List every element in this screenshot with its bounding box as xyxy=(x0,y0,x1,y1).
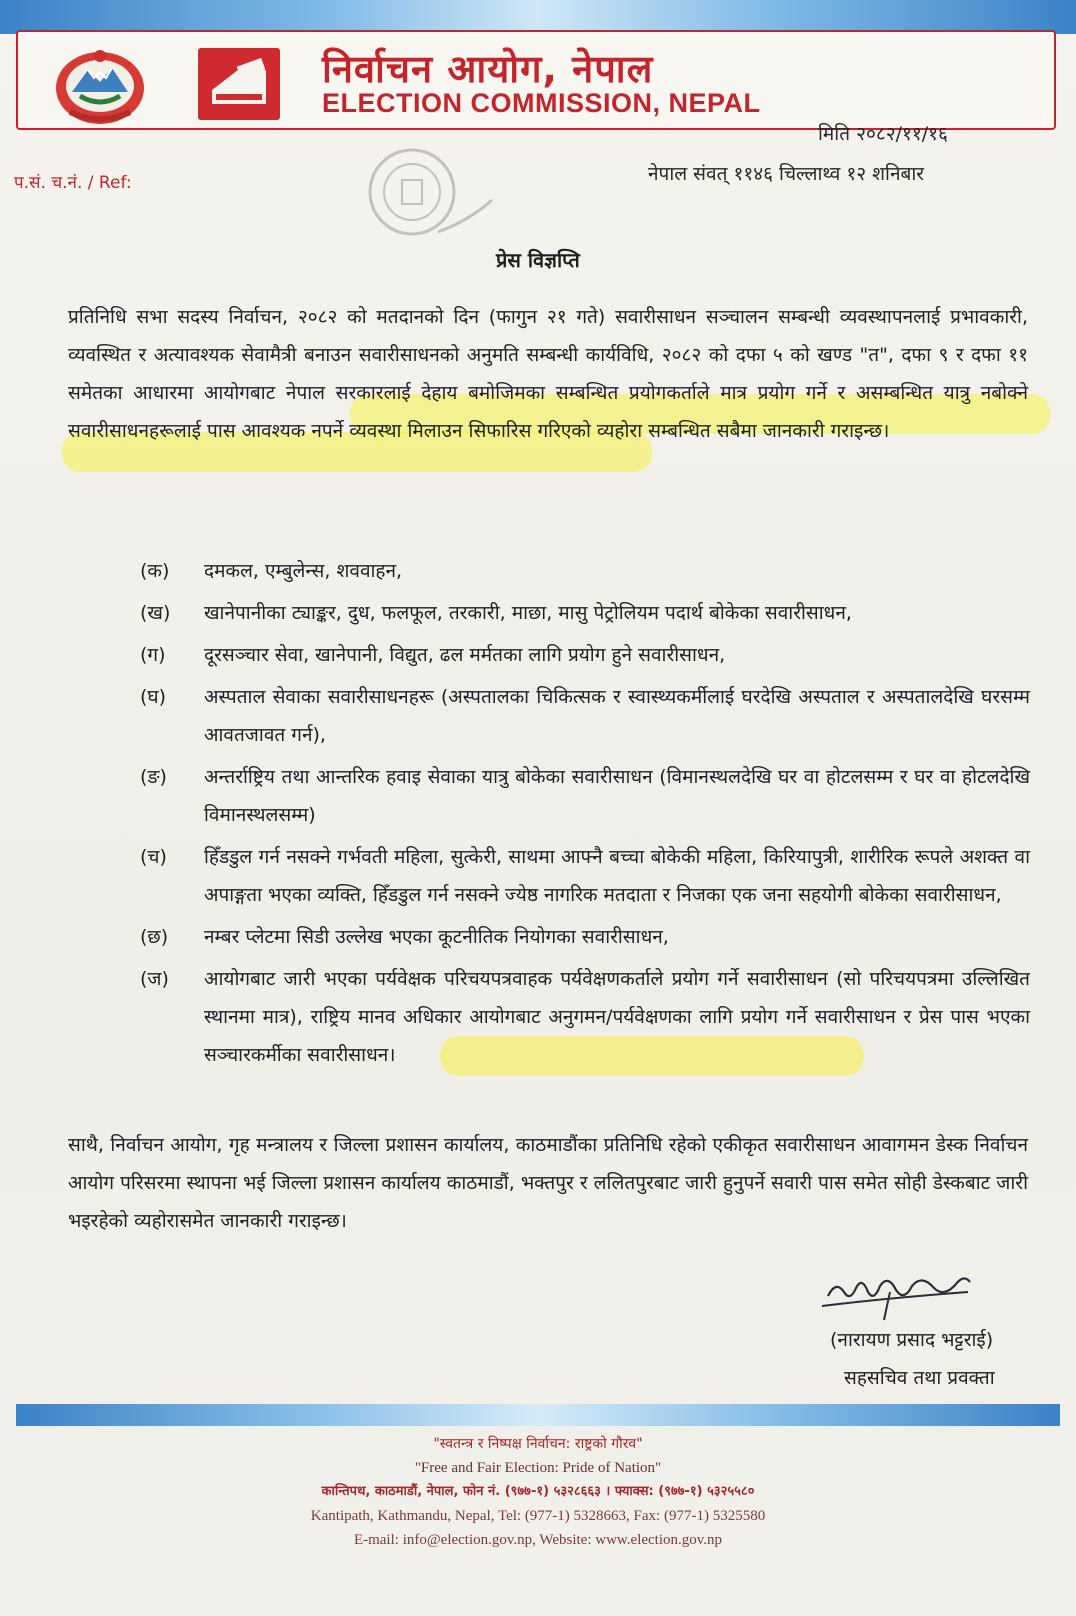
list-item-text: आयोगबाट जारी भएका पर्यवेक्षक परिचयपत्रवाहक पर्यवेक्षणकर्ताले प्रयोग गर्ने सवारीसाधन (सो परिचयपत्रमा उल्लिखित स्थानमा मात्र), राष्ट्रिय मानव अधिकार आयोगबाट अनुगमन/पर्यवेक्षणका लागि प्रयोग गर्ने सवारीसाधन र प्रेस पास भएका सञ्चारकर्मीका सवारीसाधन। xyxy=(204,968,1030,1066)
list-item xyxy=(140,960,1030,1074)
letterhead-footer xyxy=(0,1432,1076,1552)
official-stamp-icon xyxy=(342,140,502,260)
list-item-label: (ङ) xyxy=(140,766,167,788)
footer-address-nepali: कान्तिपथ, काठमाडौं, नेपाल, फोन नं. (९७७-१) ५३२८६६३ । फ्याक्स: (९७७-१) ५३२५५८० xyxy=(321,1484,755,1499)
top-decorative-band xyxy=(0,0,1076,34)
list-item xyxy=(140,552,1030,590)
list-item-text: दमकल, एम्बुलेन्स, शववाहन, xyxy=(204,560,403,582)
list-item xyxy=(140,758,1030,834)
list-item xyxy=(140,594,1030,632)
exemption-list xyxy=(140,552,1030,1078)
footer-address-english: Kantipath, Kathmandu, Nepal, Tel: (977-1) 5328663, Fax: (977-1) 5325580 xyxy=(310,1508,766,1524)
list-item xyxy=(140,918,1030,956)
org-title-english: ELECTION COMMISSION, NEPAL xyxy=(322,88,761,118)
list-item-label: (च) xyxy=(140,846,167,868)
footer-slogan-english: "Free and Fair Election: Pride of Nation" xyxy=(414,1460,662,1476)
intro-paragraph: प्रतिनिधि सभा सदस्य निर्वाचन, २०८२ को मतदानको दिन (फागुन २१ गते) सवारीसाधन सञ्चालन सम्बन्धी व्यवस्थापनलाई प्रभावकारी, व्यवस्थित र अत्यावश्यक सेवामैत्री बनाउन सवारीसाधनको अनुमति सम्बन्धी कार्यविधि, २०८२ को दफा ५ को खण्ड "त", दफा ९ र दफा ११ समेतका आधारमा आयोगबाट नेपाल सरकारलाई देहाय बमोजिमका सम्बन्धित प्रयोगकर्ताले मात्र प्रयोग गर्ने र असम्बन्धित यात्रु नबोक्ने सवारीसाधनहरूलाई पास आवश्यक नपर्ने व्यवस्था मिलाउन सिफारिस गरिएको व्यहोरा सम्बन्धित सबैमा जानकारी गराइन्छ। xyxy=(68,306,1028,442)
list-item-text: अस्पताल सेवाका सवारीसाधनहरू (अस्पतालका चिकित्सक र स्वास्थ्यकर्मीलाई घरदेखि अस्पताल र अस्पतालदेखि घरसम्म आवतजावत गर्न), xyxy=(204,686,1030,746)
list-item-label: (ख) xyxy=(140,602,171,624)
handwritten-signature-icon xyxy=(818,1262,988,1322)
date-bs: मिति २०८२/११/१६ xyxy=(818,123,948,145)
reference-label: प.सं. च.नं. / Ref: xyxy=(14,173,132,193)
footer-slogan-nepali: "स्वतन्त्र र निष्पक्ष निर्वाचन: राष्ट्रको गौरव" xyxy=(433,1436,643,1452)
signatory-title: सहसचिव तथा प्रवक्ता xyxy=(844,1367,995,1389)
list-item-text: नम्बर प्लेटमा सिडी उल्लेख भएका कूटनीतिक नियोगका सवारीसाधन, xyxy=(204,926,669,948)
list-item xyxy=(140,838,1030,914)
list-item-label: (छ) xyxy=(140,926,169,948)
list-item-label: (ज) xyxy=(140,968,169,990)
election-commission-logo-icon xyxy=(198,48,280,120)
list-item-label: (घ) xyxy=(140,686,167,708)
bottom-decorative-band xyxy=(16,1404,1060,1426)
press-release-title: प्रेस विज्ञप्ति xyxy=(496,248,580,272)
nepal-emblem-icon xyxy=(50,42,150,128)
list-item-label: (ग) xyxy=(140,644,166,666)
closing-paragraph: साथै, निर्वाचन आयोग, गृह मन्त्रालय र जिल्ला प्रशासन कार्यालय, काठमाडौंका प्रतिनिधि रहेको एकीकृत सवारीसाधन आवागमन डेस्क निर्वाचन आयोग परिसरमा स्थापना भई जिल्ला प्रशासन कार्यालय काठमाडौं, भक्तपुर र ललितपुरबाट जारी हुनुपर्ने सवारी पास समेत सोही डेस्कबाट जारी भइरहेको व्यहोरासमेत जानकारी गराइन्छ। xyxy=(68,1134,1028,1232)
date-nepal-sambat: नेपाल संवत् ११४६ चिल्लाथ्व १२ शनिबार xyxy=(648,163,925,185)
list-item xyxy=(140,678,1030,754)
list-item-label: (क) xyxy=(140,560,170,582)
list-item-text: अन्तर्राष्ट्रिय तथा आन्तरिक हवाइ सेवाका यात्रु बोकेका सवारीसाधन (विमानस्थलदेखि घर वा होटलसम्म र घर वा होटलदेखि विमानस्थलसम्म) xyxy=(204,766,1030,826)
footer-contact: E-mail: info@election.gov.np, Website: www.election.gov.np xyxy=(353,1532,723,1548)
list-item-text: खानेपानीका ट्याङ्कर, दुध, फलफूल, तरकारी, माछा, मासु पेट्रोलियम पदार्थ बोकेका सवारीसाधन, xyxy=(204,602,852,624)
list-item-text: दूरसञ्चार सेवा, खानेपानी, विद्युत, ढल मर्मतका लागि प्रयोग हुने सवारीसाधन, xyxy=(204,644,726,666)
list-item-text: हिँडडुल गर्न नसक्ने गर्भवती महिला, सुत्केरी, साथमा आफ्नै बच्चा बोकेकी महिला, किरियापुत्री, शारीरिक रूपले अशक्त वा अपाङ्गता भएका व्यक्ति, हिँडडुल गर्न नसक्ने ज्येष्ठ नागरिक मतदाता र निजका एक जना सहयोगी बोकेका सवारीसाधन, xyxy=(204,846,1030,906)
org-title-nepali: निर्वाचन आयोग, नेपाल xyxy=(322,47,654,91)
signatory-name: (नारायण प्रसाद भट्टराई) xyxy=(830,1329,994,1351)
list-item xyxy=(140,636,1030,674)
